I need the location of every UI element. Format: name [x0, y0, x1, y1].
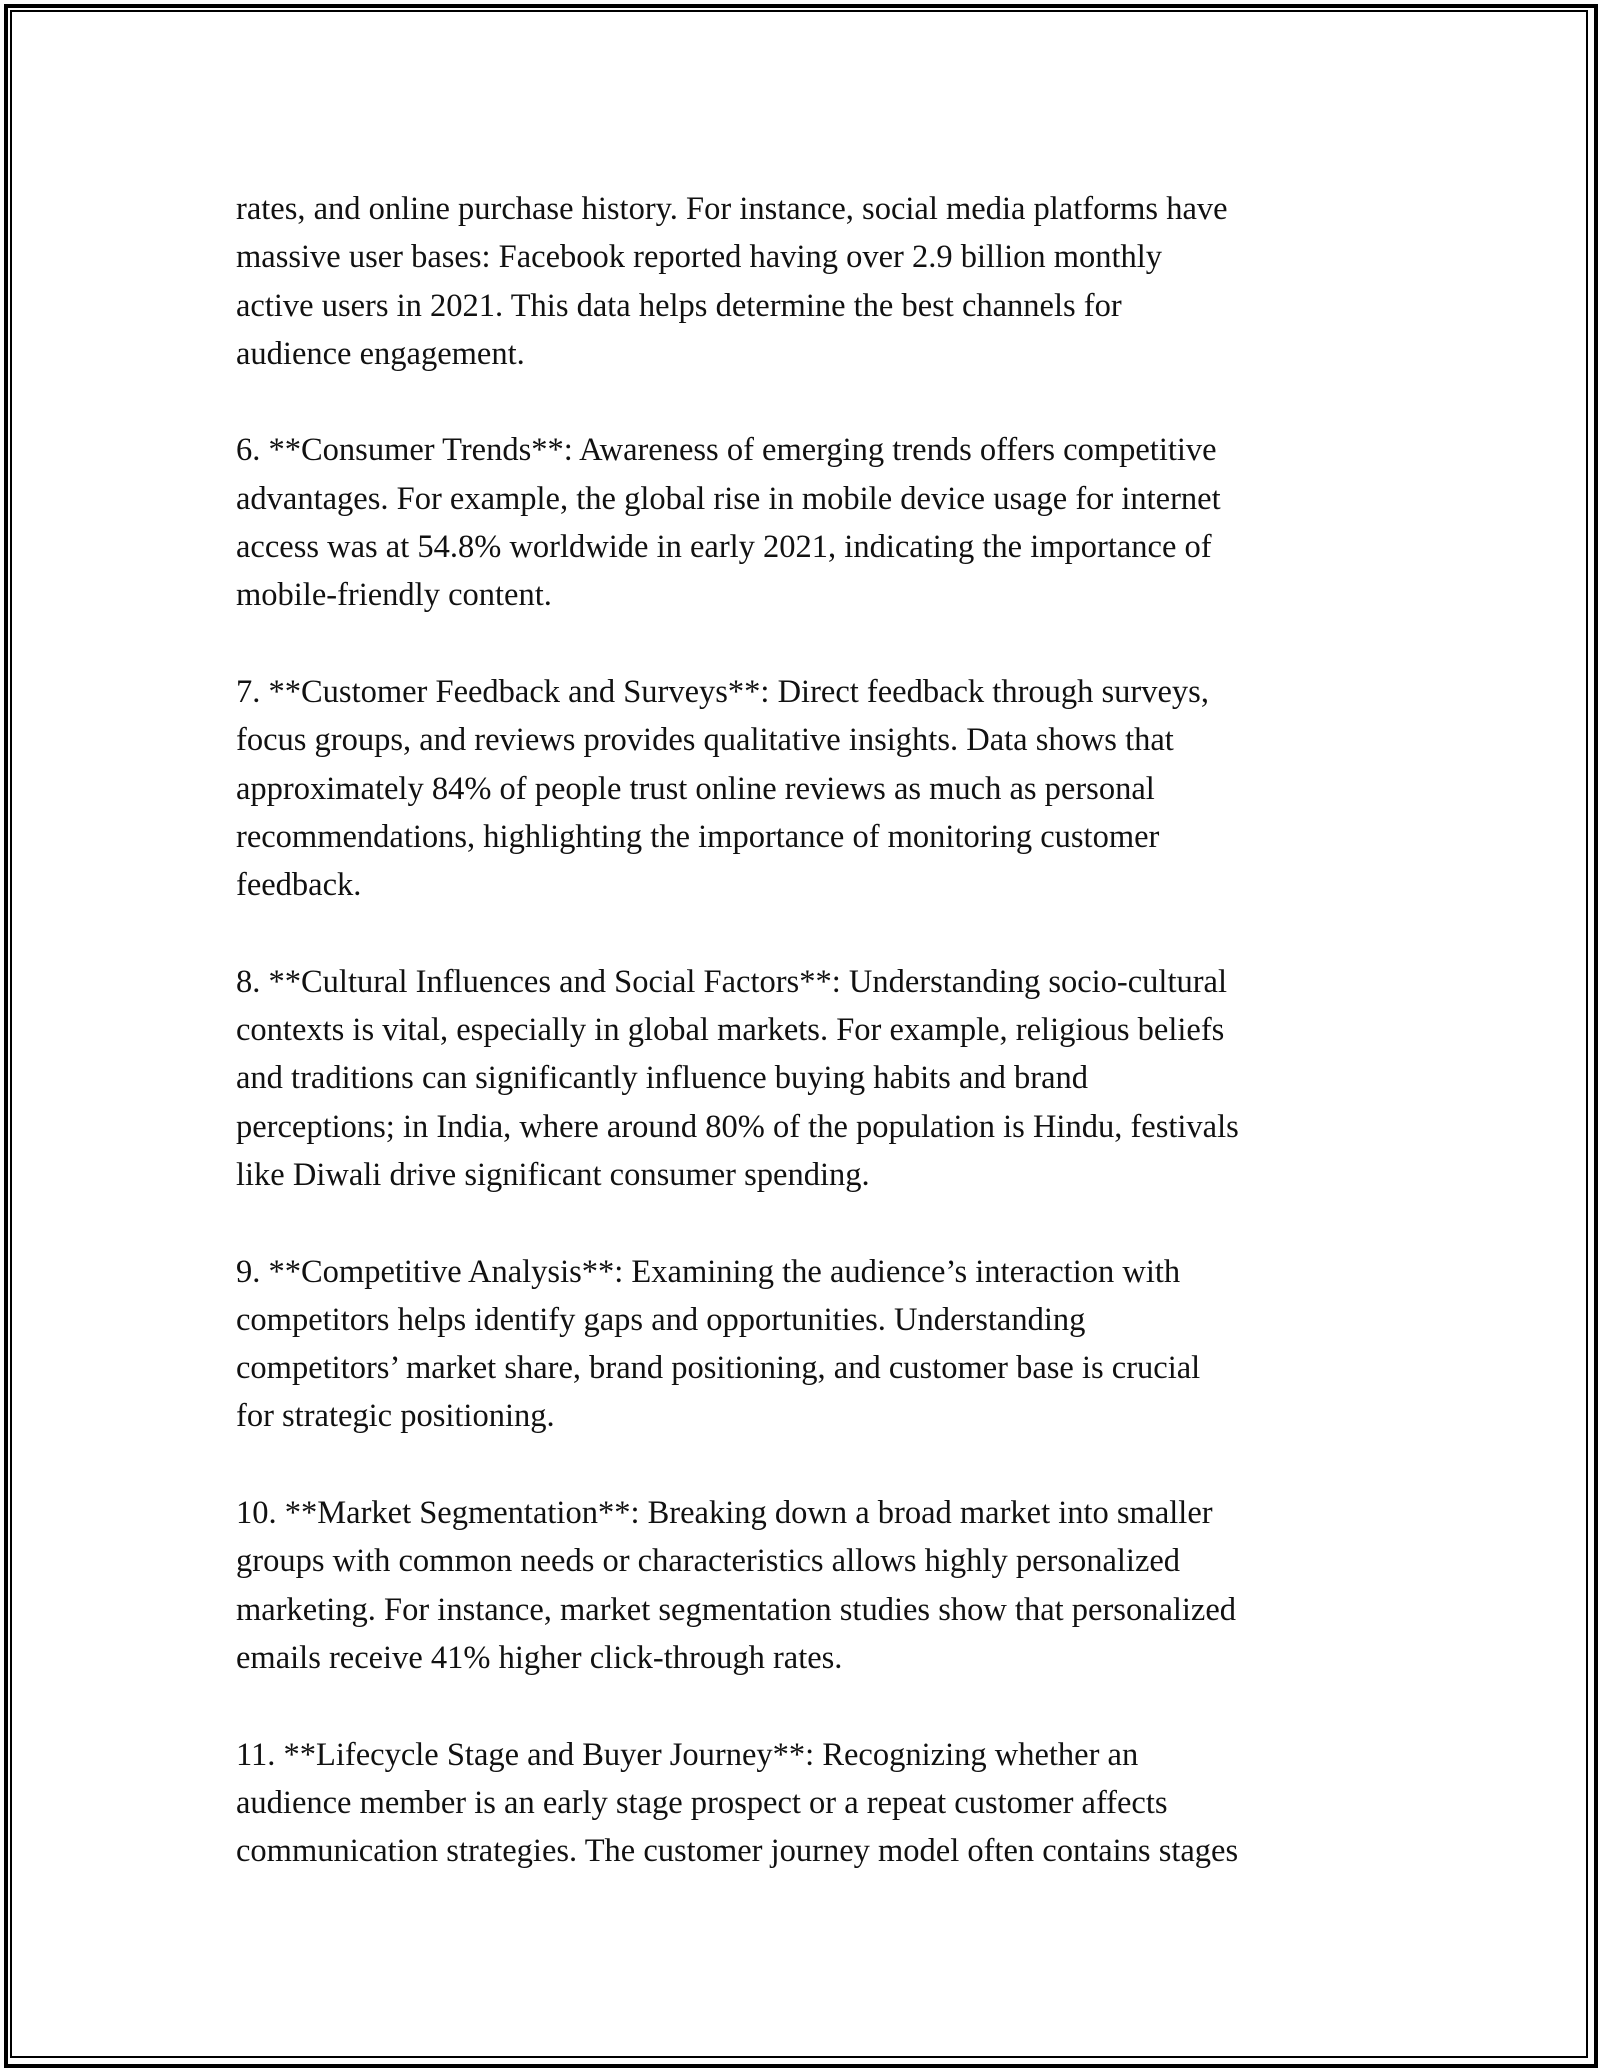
paragraph-lifecycle-stage: 11. **Lifecycle Stage and Buyer Journey**: Recognizing whether an audience member is an early stage prospect or a repeat customer affects communication strategies. The customer journey model often contains stages: [236, 1736, 1239, 1870]
paragraph-customer-feedback: 7. **Customer Feedback and Surveys**: Direct feedback through surveys, focus groups, and reviews provides qualitative insights. Data shows that approximately 84% of people trust online reviews as much as personal recommendations, highlighting the importance of monitoring customer feedback.: [236, 673, 1209, 904]
paragraph-market-segmentation: 10. **Market Segmentation**: Breaking down a broad market into smaller groups with common needs or characteristics allows highly personalized marketing. For instance, market segmentation studies show that personalized emails receive 41% higher click-through rates.: [236, 1495, 1237, 1676]
paragraph-cultural-influences: 8. **Cultural Influences and Social Factors**: Understanding socio-cultural contexts is vital, especially in global markets. For example, religious beliefs and traditions can significantly influence buying habits and brand perceptions; in India, where around 80% of the population is Hindu, festivals like Diwali drive significant consumer spending.: [236, 963, 1239, 1193]
paragraph-competitive-analysis: 9. **Competitive Analysis**: Examining the audience’s interaction with competitors helps identify gaps and opportunities. Understanding competitors’ market share, brand positioning, and customer base is crucial for strategic positioning.: [236, 1253, 1201, 1435]
paragraph-continuation: rates, and online purchase history. For instance, social media platforms have massive user bases: Facebook reported having over 2.9 billion monthly active users in 2021. This data helps determine the best channels for audience engagement.: [236, 191, 1228, 372]
paragraph-consumer-trends: 6. **Consumer Trends**: Awareness of emerging trends offers competitive advantages. For example, the global rise in mobile device usage for internet access was at 54.8% worldwide in early 2021, indicating the importance of mobile-friendly content.: [236, 432, 1221, 614]
document-body: [236, 185, 1416, 1875]
